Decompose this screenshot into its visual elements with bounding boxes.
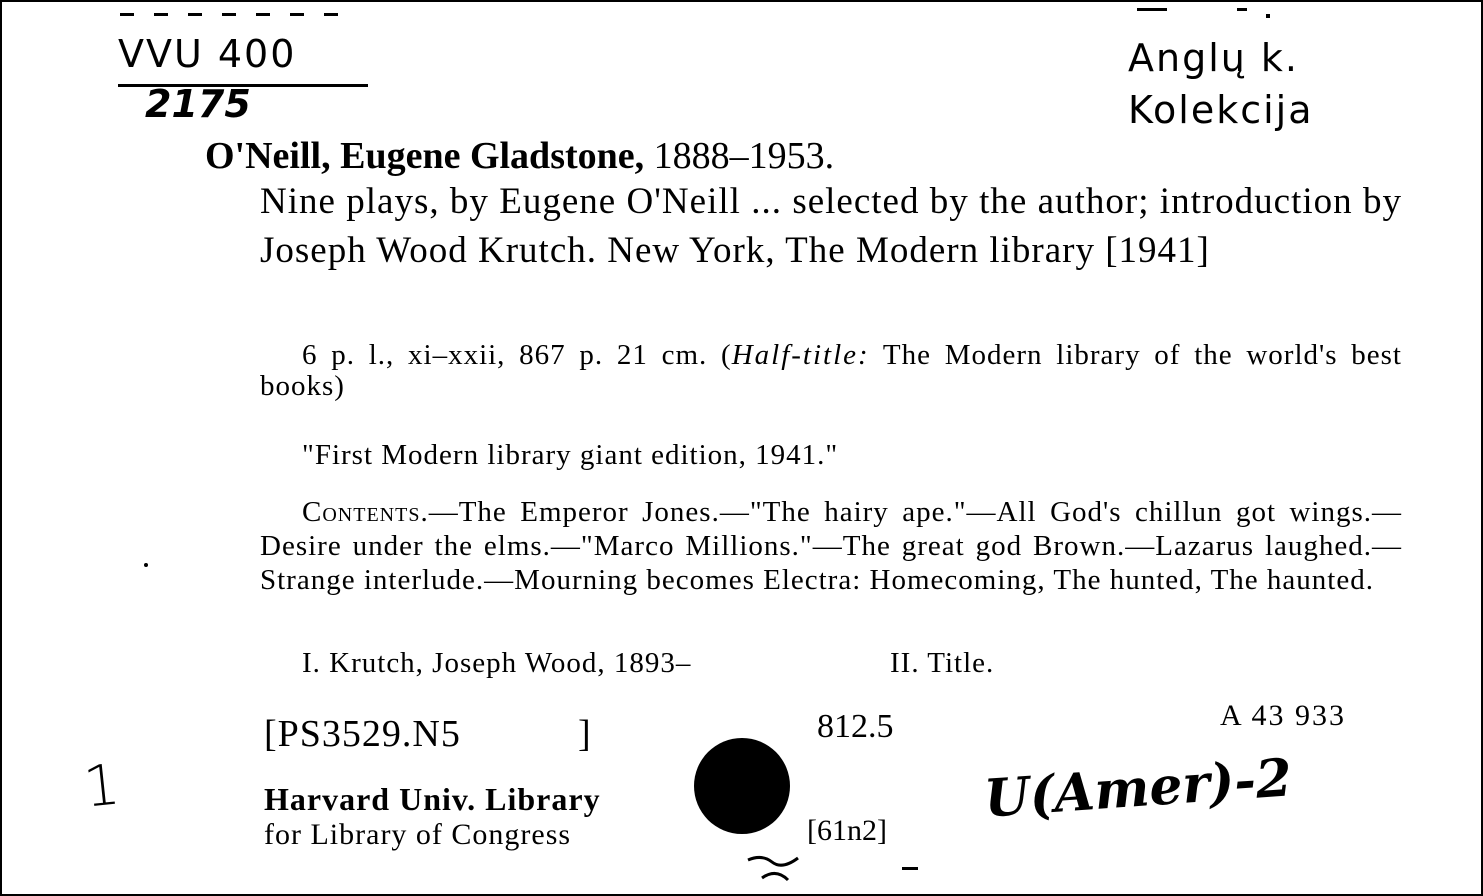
speck <box>1266 14 1270 18</box>
lc-call-number: [PS3529.N5 <box>264 713 461 755</box>
dash-mark <box>902 867 918 870</box>
collation-italic: Half-title: <box>731 339 870 371</box>
lc-call-bracket: ] <box>578 713 591 755</box>
collection-language: Anglų k. <box>1128 36 1300 80</box>
lc-card-number: A 43 933 <box>1220 699 1347 732</box>
handwritten-code: U(Amer)-2 <box>982 747 1294 830</box>
main-entry-heading <box>205 134 834 178</box>
source-for: for Library of Congress <box>264 818 572 851</box>
handwritten-mark: 1 <box>80 752 123 821</box>
collation-lead: 6 p. l., xi–xxii, 867 p. 21 cm. ( <box>302 339 732 371</box>
dewey-number: 812.5 <box>817 708 894 745</box>
tracing-title: II. Title. <box>890 647 995 679</box>
call-number: VVU 400 <box>118 32 297 76</box>
edition-note: "First Modern library giant edition, 1941." <box>302 439 839 471</box>
collation <box>260 340 1402 402</box>
order-code: [61n2] <box>807 814 887 847</box>
author-name: O'Neill, Eugene Gladstone, <box>205 135 645 177</box>
source-library: Harvard Univ. Library <box>264 781 601 817</box>
margin-speck <box>144 563 148 567</box>
contents-label: Contents. <box>302 496 429 528</box>
contents-note <box>260 495 1402 597</box>
dashed-rule <box>120 10 352 20</box>
top-right-dashes <box>1137 6 1287 16</box>
author-dates: 1888–1953. <box>653 135 835 177</box>
pencil-scribble <box>742 850 802 890</box>
contents-text: —The Emperor Jones.—"The hairy ape."—All God's chillun got wings.—Desire under the elms.—"Marco Millions."—The great god Brown.—Lazarus laughed.—Strange interlude.—Mourning becomes Electra: Homecoming, The hunted, The haunted. <box>260 496 1402 596</box>
collation-tail: The Modern library of the world's best books) <box>260 339 1402 402</box>
title-statement: Nine plays, by Eugene O'Neill ... selected by the author; introduction by Joseph Wood Krutch. New York, The Modern library [1941] <box>260 181 1402 271</box>
accession-number: 2175 <box>145 82 251 126</box>
punch-hole <box>694 738 790 834</box>
collection-label: Kolekcija <box>1128 88 1314 132</box>
tracing-author: I. Krutch, Joseph Wood, 1893– <box>302 647 692 679</box>
